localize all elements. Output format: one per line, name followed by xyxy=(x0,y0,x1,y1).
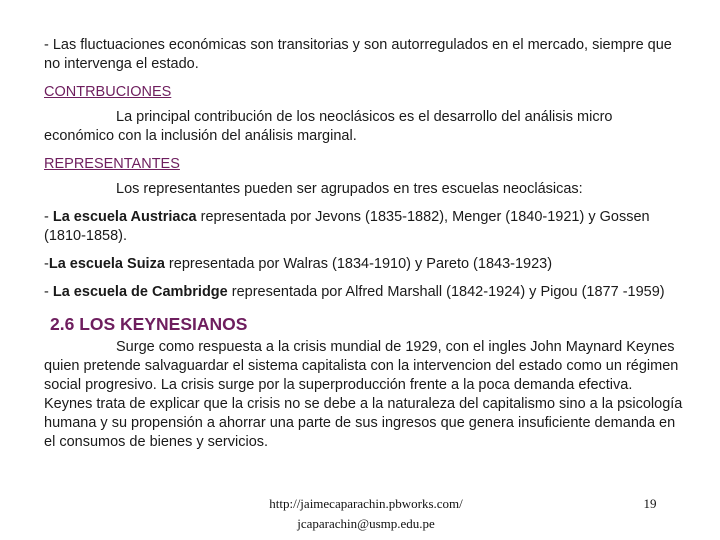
list-item-detail: representada por Alfred Marshall (1842-1924) y Pigou (1877 -1959) xyxy=(227,284,665,300)
keynesianos-title: 2.6 LOS KEYNESIANOS xyxy=(50,314,248,334)
footer xyxy=(256,494,476,534)
document-body xyxy=(44,36,684,452)
footer-email: jcaparachin@usmp.edu.pe xyxy=(297,516,435,531)
contribuciones-paragraph: La principal contribución de los neoclásicos es el desarrollo del análisis micro económico con la inclusión del análisis marginal. xyxy=(44,109,613,144)
list-item-detail: representada por Jevons (1835-1882), Menger (1840-1921) y Gossen (1810-1858). xyxy=(44,209,650,244)
list-item-austriaca xyxy=(44,208,684,246)
list-item-suiza xyxy=(44,255,684,274)
representantes-heading: REPRESENTANTES xyxy=(44,156,180,172)
contribuciones-heading: CONTRBUCIONES xyxy=(44,84,172,100)
keynesianos-paragraph: Surge como respuesta a la crisis mundial de 1929, con el ingles John Maynard Keynes quien pretende salvaguardar el sistema capitalista con la intervencion del estado como un régimen social progresivo. La crisis surge por la superproducción frente a la poca demanda efectiva. Keynes trata de explicar que la crisis no se debe a la naturaleza del capitalismo sino a la psicología humana y su propensión a ahorrar una parte de sus ingresos que genera insuficiente demanda en el consumos de bienes y servicios. xyxy=(44,339,683,450)
school-name-cambridge: La escuela de Cambridge xyxy=(52,284,228,300)
list-item-prefix: - xyxy=(44,284,53,300)
list-item-cambridge xyxy=(44,283,684,302)
footer-url: http://jaimecaparachin.pbworks.com/ xyxy=(269,496,463,511)
list-item-detail: representada por Walras (1834-1910) y Pareto (1843-1923) xyxy=(164,256,553,272)
school-name-austriaca: La escuela Austriaca xyxy=(52,209,197,225)
list-item-prefix: - xyxy=(44,256,49,272)
school-name-suiza: La escuela Suiza xyxy=(48,256,165,272)
list-item-prefix: - xyxy=(44,209,53,225)
page-number: 19 xyxy=(643,496,657,511)
intro-paragraph: - Las fluctuaciones económicas son transitorias y son autorregulados en el mercado, siempre que no intervenga el estado. xyxy=(44,37,672,72)
representantes-paragraph: Los representantes pueden ser agrupados en tres escuelas neoclásicas: xyxy=(116,181,583,197)
